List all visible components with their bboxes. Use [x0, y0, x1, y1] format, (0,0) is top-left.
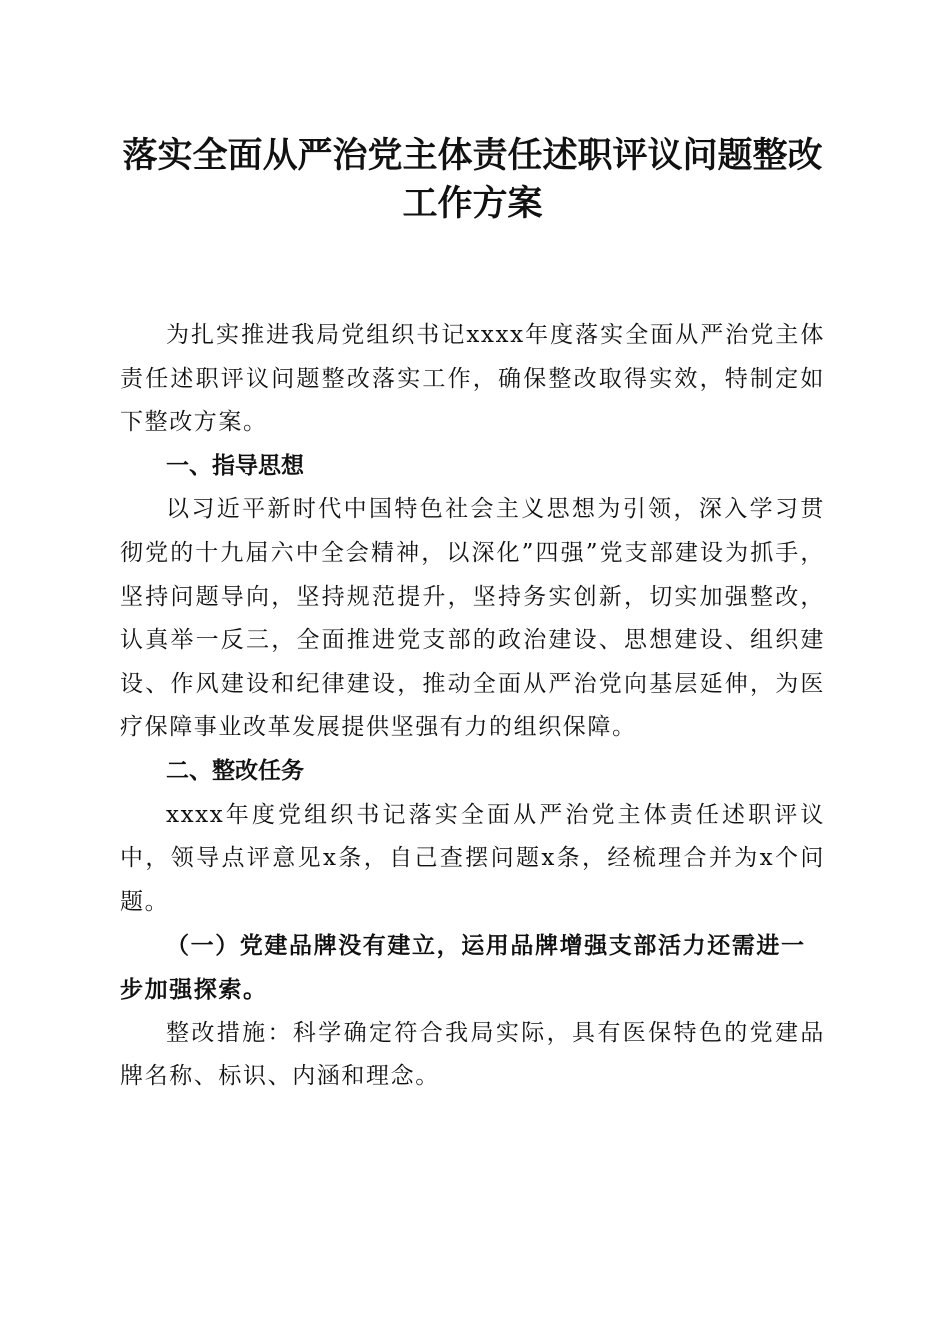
title-line-1: 落实全面从严治党主体责任述职评议问题整改 — [122, 136, 823, 176]
title-line-2: 工作方案 — [402, 184, 543, 224]
document-title — [120, 132, 825, 228]
item-1-heading: （一）党建品牌没有建立，运用品牌增强支部活力还需进一步加强探索。 — [120, 932, 806, 1003]
intro-paragraph: 为扎实推进我局党组织书记xxxx年度落实全面从严治党主体责任述职评议问题整改落实工作，确保整改取得实效，特制定如下整改方案。 — [120, 322, 825, 436]
section-2-heading: 二、整改任务 — [166, 757, 304, 784]
section-2-body: xxxx年度党组织书记落实全面从严治党主体责任述职评议中，领导点评意见x条，自己查摆问题x条，经梳理合并为x个问题。 — [120, 801, 825, 915]
section-1-body: 以习近平新时代中国特色社会主义思想为引领，深入学习贯彻党的十九届六中全会精神，以深化”四强”党支部建设为抓手，坚持问题导向，坚持规范提升，坚持务实创新，切实加强整改，认真举一反三，全面推进党支部的政治建设、思想建设、组织建设、作风建设和纪律建设，推动全面从严治党向基层延伸，为医疗保障事业改革发展提供坚强有力的组织保障。 — [120, 496, 825, 741]
section-1-heading: 一、指导思想 — [166, 452, 304, 479]
document-page — [120, 132, 825, 1099]
item-1-measure: 整改措施：科学确定符合我局实际，具有医保特色的党建品牌名称、标识、内涵和理念。 — [120, 1019, 825, 1090]
